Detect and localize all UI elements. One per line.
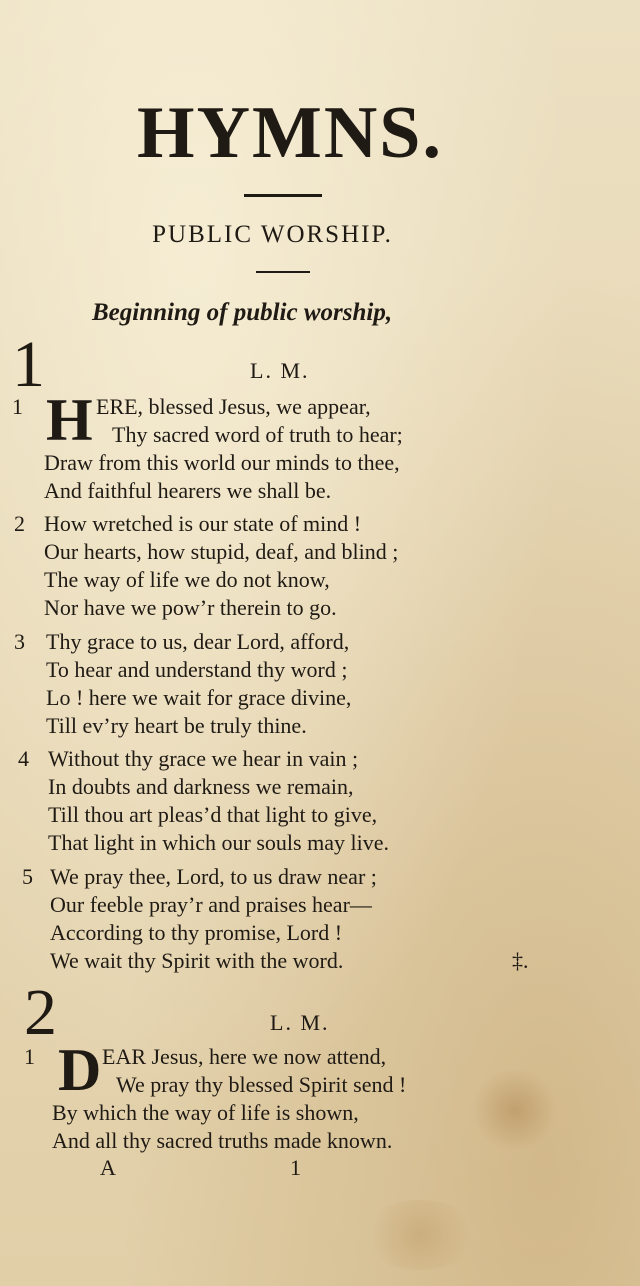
subtitle: Beginning of public worship, xyxy=(92,299,393,326)
verse-line: Thy grace to us, dear Lord, afford, xyxy=(46,629,350,654)
verse-line: Draw from this world our minds to thee, xyxy=(44,450,400,475)
title-rule xyxy=(244,194,322,197)
hymn-meter: L. M. xyxy=(270,1010,330,1035)
hymn-number: 2 xyxy=(24,976,57,1049)
verse-line: By which the way of life is shown, xyxy=(52,1100,359,1125)
footnote-mark: ‡. xyxy=(512,948,529,973)
section-heading: PUBLIC WORSHIP. xyxy=(152,221,393,248)
verse-line: EAR Jesus, here we now attend, xyxy=(102,1044,387,1069)
drop-cap: D xyxy=(58,1037,102,1103)
verse-line: Without thy grace we hear in vain ; xyxy=(48,746,359,771)
verse-line: That light in which our souls may live. xyxy=(48,830,389,855)
verse-line: Thy sacred word of truth to hear; xyxy=(112,422,403,447)
verse-line: Our hearts, how stupid, deaf, and blind ; xyxy=(44,539,399,564)
verse-line: We pray thee, Lord, to us draw near ; xyxy=(50,864,377,889)
verse-line: Lo ! here we wait for grace divine, xyxy=(46,685,352,710)
stanza-number: 1 xyxy=(24,1044,35,1069)
stanza-number: 1 xyxy=(12,394,23,419)
page-title: HYMNS. xyxy=(137,92,443,174)
signature-mark: A xyxy=(100,1155,116,1180)
verse-line: According to thy promise, Lord ! xyxy=(50,920,343,945)
verse-line: We pray thy blessed Spirit send ! xyxy=(116,1072,407,1097)
hymn-meter: L. M. xyxy=(250,358,310,383)
verse-line: In doubts and darkness we remain, xyxy=(48,774,354,799)
section-rule xyxy=(256,271,310,273)
page-number: 1 xyxy=(290,1155,301,1180)
verse-line: We wait thy Spirit with the word. xyxy=(50,948,344,973)
drop-cap: H xyxy=(46,387,93,453)
verse-line: To hear and understand thy word ; xyxy=(46,657,348,682)
verse-line: Our feeble pray’r and praises hear— xyxy=(50,892,372,917)
verse-line: Till thou art pleas’d that light to give, xyxy=(48,802,378,827)
stanza-number: 4 xyxy=(18,746,29,771)
stanza-number: 5 xyxy=(22,864,33,889)
stanza-number: 2 xyxy=(14,511,25,536)
age-stain xyxy=(360,1200,480,1270)
verse-line: Nor have we pow’r therein to go. xyxy=(44,595,337,620)
verse-line: The way of life we do not know, xyxy=(44,567,330,592)
verse-line: And all thy sacred truths made known. xyxy=(52,1128,393,1153)
verse-line: Till ev’ry heart be truly thine. xyxy=(46,713,307,738)
stanza-number: 3 xyxy=(14,629,25,654)
age-stain xyxy=(470,1070,560,1150)
verse-line: How wretched is our state of mind ! xyxy=(44,511,362,536)
verse-line: And faithful hearers we shall be. xyxy=(44,478,332,503)
verse-line: ERE, blessed Jesus, we appear, xyxy=(96,394,371,419)
hymn-number: 1 xyxy=(12,328,45,401)
